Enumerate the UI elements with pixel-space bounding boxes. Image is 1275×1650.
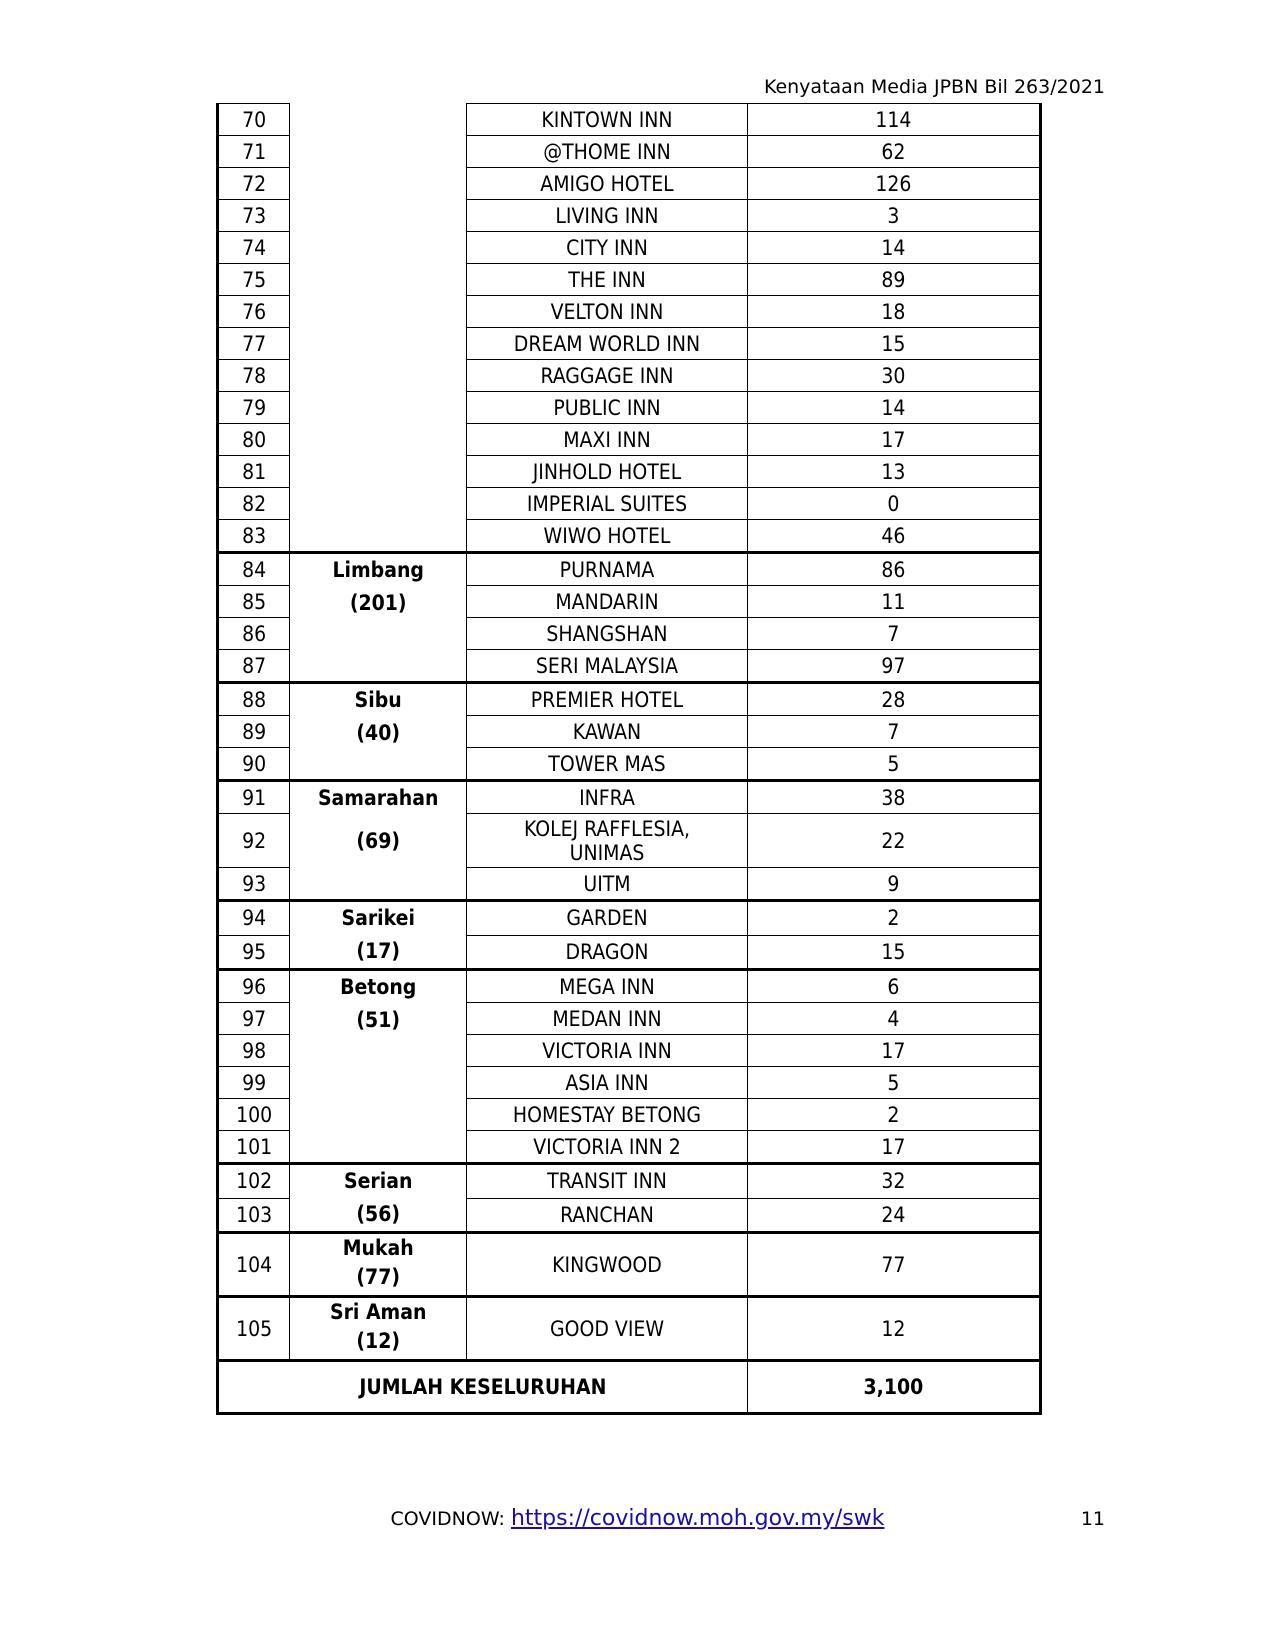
hotel-name: TRANSIT INN	[467, 1164, 748, 1199]
row-number: 86	[218, 618, 290, 650]
hotel-name: ASIA INN	[467, 1067, 748, 1099]
row-number: 73	[218, 200, 290, 232]
hotel-name: PURNAMA	[467, 553, 748, 586]
row-number: 74	[218, 232, 290, 264]
row-number: 82	[218, 488, 290, 520]
hotel-name: RAGGAGE INN	[467, 360, 748, 392]
covidnow-link[interactable]: https://covidnow.moh.gov.my/swk	[510, 1506, 885, 1531]
guest-count: 30	[747, 360, 1040, 392]
quarantine-hotel-table	[216, 103, 1042, 1415]
guest-count: 97	[747, 650, 1040, 683]
table-row	[218, 553, 1041, 586]
district-total: (17)	[356, 939, 400, 963]
hotel-name: SHANGSHAN	[467, 618, 748, 650]
hotel-name: PUBLIC INN	[467, 392, 748, 424]
guest-count: 77	[747, 1233, 1040, 1297]
row-number: 79	[218, 392, 290, 424]
hotel-name: TOWER MAS	[467, 748, 748, 781]
hotel-name: KINTOWN INN	[467, 104, 748, 136]
guest-count: 6	[747, 970, 1040, 1003]
district-cell	[290, 901, 467, 970]
district-name: Betong	[340, 975, 417, 999]
hotel-name: AMIGO HOTEL	[467, 168, 748, 200]
row-number: 90	[218, 748, 290, 781]
footer-prefix: COVIDNOW:	[390, 1508, 505, 1530]
row-number: 105	[218, 1297, 290, 1361]
hotel-name: JINHOLD HOTEL	[467, 456, 748, 488]
page-number: 11	[1080, 1508, 1105, 1530]
total-label: JUMLAH KESELURUHAN	[218, 1361, 748, 1414]
document-reference: Kenyataan Media JPBN Bil 263/2021	[763, 76, 1105, 98]
guest-count: 114	[747, 104, 1040, 136]
guest-count: 2	[747, 1099, 1040, 1131]
hotel-name: MEDAN INN	[467, 1003, 748, 1035]
hotel-name: THE INN	[467, 264, 748, 296]
district-total: (69)	[356, 829, 400, 853]
row-number: 81	[218, 456, 290, 488]
district-total: (12)	[356, 1329, 400, 1353]
row-number: 102	[218, 1164, 290, 1199]
row-number: 92	[218, 814, 290, 868]
row-number: 71	[218, 136, 290, 168]
table-row	[218, 970, 1041, 1003]
hotel-name: IMPERIAL SUITES	[467, 488, 748, 520]
hotel-name: MANDARIN	[467, 586, 748, 618]
guest-count: 18	[747, 296, 1040, 328]
hotel-name: KAWAN	[467, 716, 748, 748]
district-name: Limbang	[332, 558, 424, 582]
row-number: 96	[218, 970, 290, 1003]
row-number: 85	[218, 586, 290, 618]
guest-count: 15	[747, 935, 1040, 970]
row-number: 91	[218, 781, 290, 814]
row-number: 75	[218, 264, 290, 296]
row-number: 100	[218, 1099, 290, 1131]
hotel-name: KOLEJ RAFFLESIA, UNIMAS	[467, 814, 748, 868]
district-cell	[290, 970, 467, 1164]
row-number: 95	[218, 935, 290, 970]
table-row	[218, 104, 1041, 136]
guest-count: 17	[747, 1131, 1040, 1164]
guest-count: 7	[747, 618, 1040, 650]
district-cell	[290, 553, 467, 683]
row-number: 104	[218, 1233, 290, 1297]
hotel-name: INFRA	[467, 781, 748, 814]
row-number: 76	[218, 296, 290, 328]
row-number: 94	[218, 901, 290, 936]
table-row	[218, 1164, 1041, 1199]
district-total: (56)	[356, 1202, 400, 1226]
hotel-name: KINGWOOD	[467, 1233, 748, 1297]
row-number: 97	[218, 1003, 290, 1035]
row-number: 84	[218, 553, 290, 586]
district-cell	[290, 683, 467, 781]
row-number: 70	[218, 104, 290, 136]
district-total: (40)	[356, 721, 400, 745]
guest-count: 0	[747, 488, 1040, 520]
guest-count: 4	[747, 1003, 1040, 1035]
district-name: Mukah	[342, 1236, 414, 1260]
hotel-name: MEGA INN	[467, 970, 748, 1003]
district-cell	[290, 1164, 467, 1233]
hotel-name: @THOME INN	[467, 136, 748, 168]
hotel-name: GARDEN	[467, 901, 748, 936]
hotel-name: RANCHAN	[467, 1198, 748, 1233]
district-total: (77)	[356, 1265, 400, 1289]
row-number: 99	[218, 1067, 290, 1099]
guest-count: 24	[747, 1198, 1040, 1233]
hotel-name: VICTORIA INN 2	[467, 1131, 748, 1164]
district-name: Serian	[344, 1169, 413, 1193]
row-number: 89	[218, 716, 290, 748]
guest-count: 14	[747, 392, 1040, 424]
guest-count: 3	[747, 200, 1040, 232]
guest-count: 32	[747, 1164, 1040, 1199]
district-name: Sibu	[354, 688, 402, 712]
row-number: 72	[218, 168, 290, 200]
guest-count: 12	[747, 1297, 1040, 1361]
guest-count: 9	[747, 868, 1040, 901]
district-cell	[290, 104, 467, 553]
hotel-name: HOMESTAY BETONG	[467, 1099, 748, 1131]
guest-count: 13	[747, 456, 1040, 488]
guest-count: 15	[747, 328, 1040, 360]
guest-count: 89	[747, 264, 1040, 296]
row-number: 88	[218, 683, 290, 716]
total-row	[218, 1361, 1041, 1414]
table-row	[218, 683, 1041, 716]
row-number: 101	[218, 1131, 290, 1164]
hotel-name: VELTON INN	[467, 296, 748, 328]
row-number: 87	[218, 650, 290, 683]
district-cell	[290, 1297, 467, 1361]
table-row	[218, 1233, 1041, 1297]
guest-count: 22	[747, 814, 1040, 868]
table-row	[218, 781, 1041, 814]
hotel-name: MAXI INN	[467, 424, 748, 456]
hotel-name: DRAGON	[467, 935, 748, 970]
hotel-name: UITM	[467, 868, 748, 901]
hotel-name: LIVING INN	[467, 200, 748, 232]
guest-count: 2	[747, 901, 1040, 936]
guest-count: 11	[747, 586, 1040, 618]
hotel-name: PREMIER HOTEL	[467, 683, 748, 716]
guest-count: 7	[747, 716, 1040, 748]
guest-count: 62	[747, 136, 1040, 168]
guest-count: 86	[747, 553, 1040, 586]
district-cell	[290, 781, 467, 901]
table-row	[218, 901, 1041, 936]
guest-count: 14	[747, 232, 1040, 264]
table-row	[218, 1297, 1041, 1361]
guest-count: 28	[747, 683, 1040, 716]
hotel-name: WIWO HOTEL	[467, 520, 748, 553]
row-number: 78	[218, 360, 290, 392]
hotel-name: VICTORIA INN	[467, 1035, 748, 1067]
total-value: 3,100	[747, 1361, 1040, 1414]
guest-count: 5	[747, 1067, 1040, 1099]
district-name: Samarahan	[317, 786, 439, 810]
hotel-name: SERI MALAYSIA	[467, 650, 748, 683]
guest-count: 5	[747, 748, 1040, 781]
guest-count: 17	[747, 424, 1040, 456]
table-body	[218, 104, 1041, 1361]
guest-count: 46	[747, 520, 1040, 553]
row-number: 103	[218, 1198, 290, 1233]
hotel-name: CITY INN	[467, 232, 748, 264]
district-total: (201)	[349, 591, 407, 615]
guest-count: 17	[747, 1035, 1040, 1067]
district-cell	[290, 1233, 467, 1297]
district-name: Sri Aman	[329, 1300, 427, 1324]
district-name: Sarikei	[341, 906, 415, 930]
row-number: 83	[218, 520, 290, 553]
guest-count: 38	[747, 781, 1040, 814]
hotel-name: GOOD VIEW	[467, 1297, 748, 1361]
row-number: 80	[218, 424, 290, 456]
row-number: 77	[218, 328, 290, 360]
district-total: (51)	[356, 1008, 400, 1032]
row-number: 98	[218, 1035, 290, 1067]
hotel-name: DREAM WORLD INN	[467, 328, 748, 360]
row-number: 93	[218, 868, 290, 901]
guest-count: 126	[747, 168, 1040, 200]
